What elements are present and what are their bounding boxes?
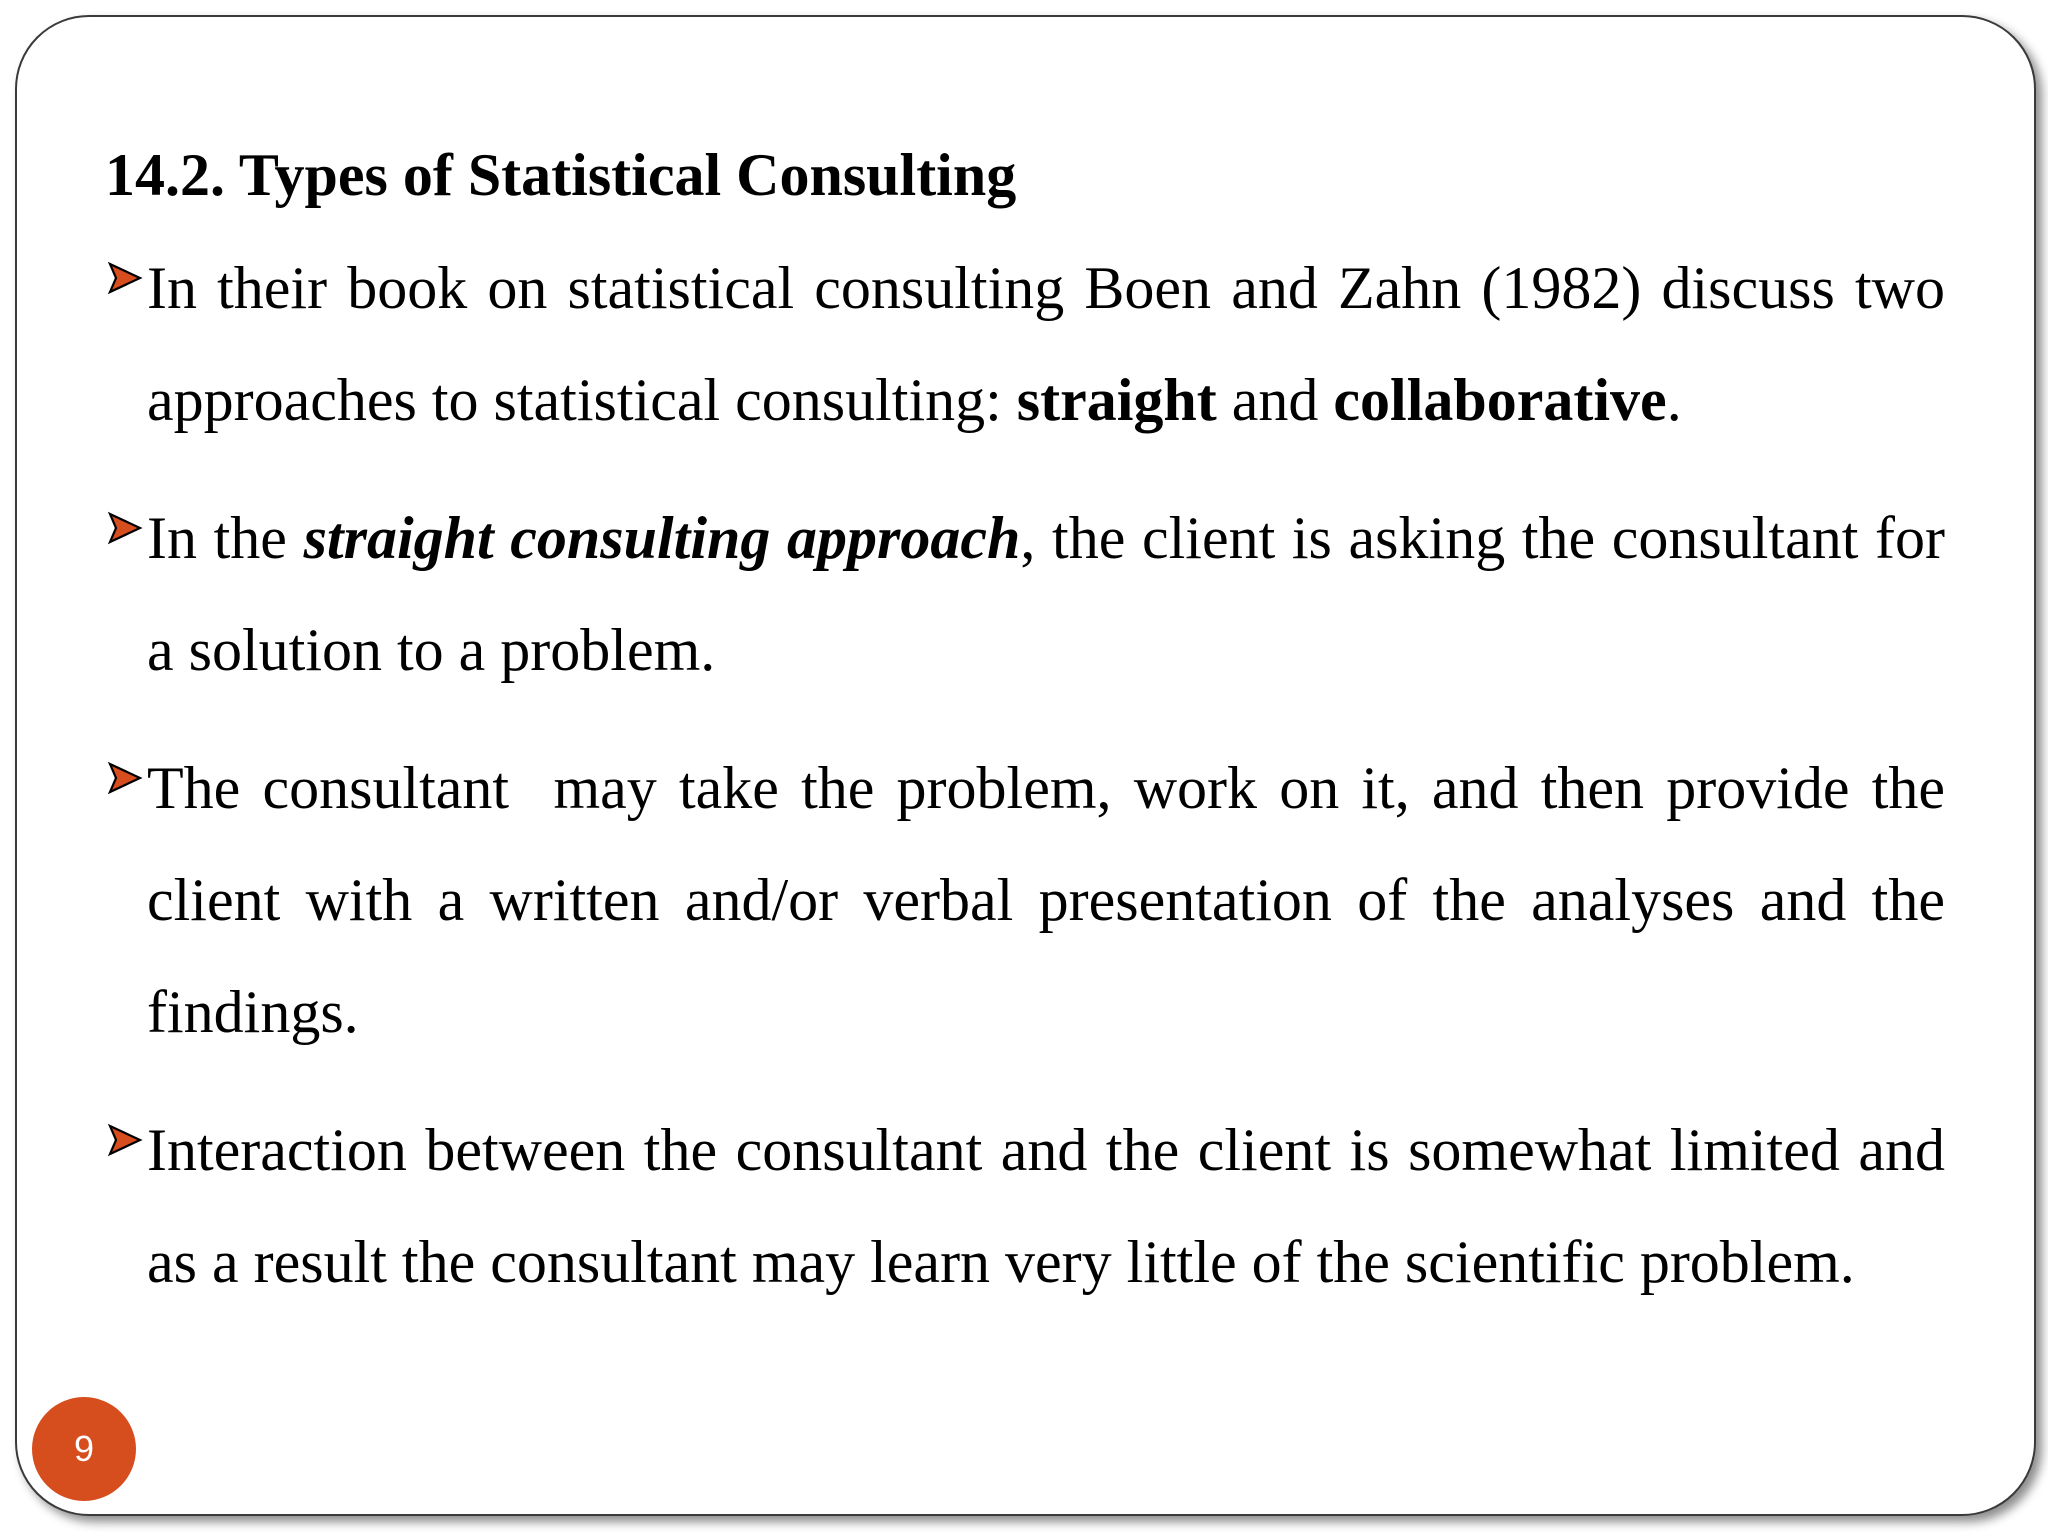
bullet-text-bold: collaborative xyxy=(1333,367,1667,433)
bullet-text-segment: Interaction between the consultant and the client is somewhat limited and as a result the consultant may learn very little of the scientific problem. xyxy=(147,1117,1945,1295)
arrow-bullet-icon xyxy=(107,1122,143,1158)
page-number-badge: 9 xyxy=(32,1397,136,1501)
bullet-text-segment: and xyxy=(1216,367,1334,433)
bullet-text xyxy=(147,505,1945,683)
bullet-text-segment: , the client is asking the consultant for a solution to a problem. xyxy=(147,505,1946,683)
arrow-bullet-icon xyxy=(107,260,143,296)
bullet-text-segment: The consultant may take the problem, work on it, and then provide the client with a written and/or verbal presentation of the analyses and the findings. xyxy=(147,755,1960,1045)
bullet-text-bold: straight xyxy=(1016,367,1217,433)
arrow-bullet-icon xyxy=(107,510,143,546)
bullet-text-segment: In the xyxy=(147,505,304,571)
bullet-item xyxy=(105,1094,1945,1318)
bullet-text-segment: . xyxy=(1666,367,1682,433)
bullet-text-segment: In their book on statistical consulting Boen and Zahn (1982) discuss two approaches to statistical consulting: xyxy=(147,255,1945,433)
bullet-list xyxy=(105,232,1960,1344)
arrow-bullet-icon xyxy=(107,760,143,796)
bullet-text xyxy=(147,1117,1945,1295)
slide-title: 14.2. Types of Statistical Consulting xyxy=(105,142,1017,208)
bullet-text-bold-italic: straight consulting approach xyxy=(303,505,1021,571)
bullet-item xyxy=(105,482,1945,706)
bullet-text xyxy=(147,755,1960,1045)
bullet-item xyxy=(105,232,1945,456)
bullet-item xyxy=(105,732,1960,1068)
bullet-text xyxy=(147,255,1945,433)
